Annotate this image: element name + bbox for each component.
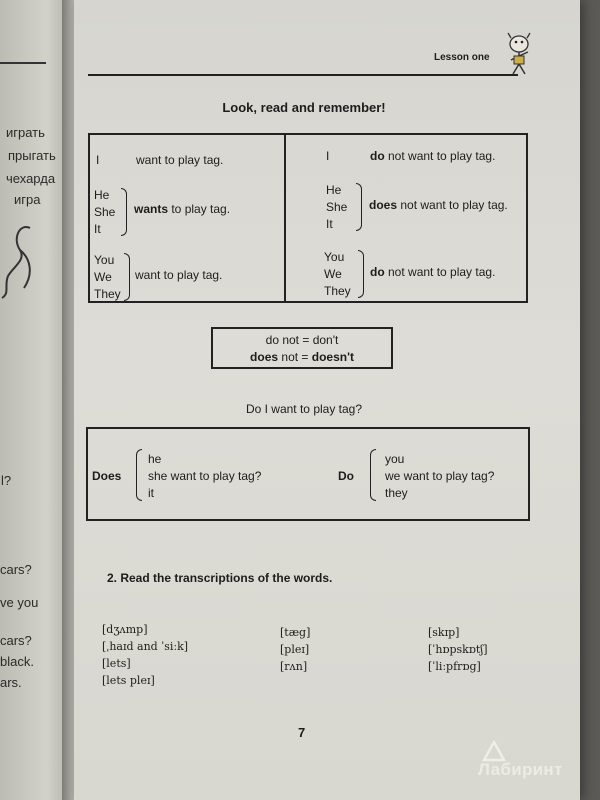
transcription: [lets] bbox=[102, 657, 131, 670]
table-divider bbox=[284, 135, 286, 301]
negative-phrase-i: do not want to play tag. bbox=[370, 149, 496, 163]
left-fragment: игра bbox=[14, 192, 41, 207]
affirmative-negative-table bbox=[88, 133, 528, 303]
transcription: [tæg] bbox=[280, 626, 311, 639]
brace-icon bbox=[136, 449, 142, 501]
pronoun-group-you-we-they: You We They bbox=[324, 250, 351, 298]
transcription: [ˌhaɪd and ˈsiːk] bbox=[102, 640, 189, 653]
left-fragment: ve you bbox=[0, 595, 39, 610]
left-fragment: ars. bbox=[0, 675, 22, 690]
pronoun-i: I bbox=[326, 149, 330, 163]
transcription-column-1 bbox=[102, 621, 188, 689]
question-example: Do I want to play tag? bbox=[245, 402, 363, 416]
left-fragment: l? bbox=[1, 473, 12, 488]
left-fragment: black. bbox=[0, 654, 34, 669]
transcription-column-2 bbox=[280, 624, 310, 675]
pronoun-group-he-she-it: He She It bbox=[94, 188, 116, 236]
transcription: [pleɪ] bbox=[280, 643, 310, 656]
left-page-rule bbox=[0, 62, 46, 64]
aux-do: Do bbox=[338, 469, 354, 483]
transcription: [ˈliːpfrɒg] bbox=[428, 660, 481, 673]
brace-icon bbox=[356, 183, 362, 231]
transcription: [ˈhɒpskɒtʃ] bbox=[428, 643, 488, 656]
transcription: [lets pleɪ] bbox=[102, 674, 155, 687]
negative-phrase-you-we-they: do not want to play tag. bbox=[370, 265, 496, 279]
affirmative-phrase-he-she-it: wants to play tag. bbox=[134, 202, 231, 216]
affirmative-phrase-i: want to play tag. bbox=[136, 153, 224, 167]
pronoun-i: I bbox=[96, 153, 100, 167]
right-page bbox=[74, 0, 580, 800]
brace-icon bbox=[370, 449, 376, 501]
exercise-2-title: 2. Read the transcriptions of the words. bbox=[107, 571, 333, 585]
aux-does: Does bbox=[92, 469, 122, 483]
left-fragment: играть bbox=[6, 125, 45, 140]
watermark: Лабиринт bbox=[478, 760, 563, 779]
page-number: 7 bbox=[298, 725, 306, 740]
transcription: [skɪp] bbox=[428, 626, 460, 639]
transcription: [rʌn] bbox=[280, 660, 308, 673]
transcription: [dʒʌmp] bbox=[102, 623, 148, 636]
header-rule bbox=[88, 74, 518, 76]
labirint-logo-icon bbox=[482, 740, 506, 762]
pronoun-group-you-we-they: You We They bbox=[94, 253, 121, 301]
question-lines-he-she-it: he she want to play tag? it bbox=[148, 452, 262, 500]
contraction-dont: do not = don't bbox=[265, 333, 339, 347]
brace-icon bbox=[121, 188, 127, 236]
transcription-column-3 bbox=[428, 624, 488, 675]
left-fragment: прыгать bbox=[8, 148, 56, 163]
left-fragment: cars? bbox=[0, 562, 32, 577]
left-page-edge bbox=[0, 0, 66, 800]
affirmative-phrase-you-we-they: want to play tag. bbox=[135, 268, 223, 282]
question-lines-you-we-they: you we want to play tag? they bbox=[385, 452, 495, 500]
pronoun-group-he-she-it: He She It bbox=[326, 183, 348, 231]
left-fragment: cars? bbox=[0, 633, 32, 648]
lesson-label: Lesson one bbox=[434, 52, 490, 63]
question-table bbox=[86, 427, 530, 521]
brace-icon bbox=[124, 253, 130, 301]
negative-phrase-he-she-it: does not want to play tag. bbox=[369, 198, 508, 212]
left-fragment: чехарда bbox=[6, 171, 56, 186]
contractions-box bbox=[211, 327, 393, 369]
contraction-doesnt: does not = doesn't bbox=[250, 350, 354, 364]
section-title: Look, read and remember! bbox=[222, 100, 386, 115]
brace-icon bbox=[358, 250, 364, 298]
left-page-illustration bbox=[0, 218, 48, 308]
mascot-icon bbox=[499, 30, 539, 80]
